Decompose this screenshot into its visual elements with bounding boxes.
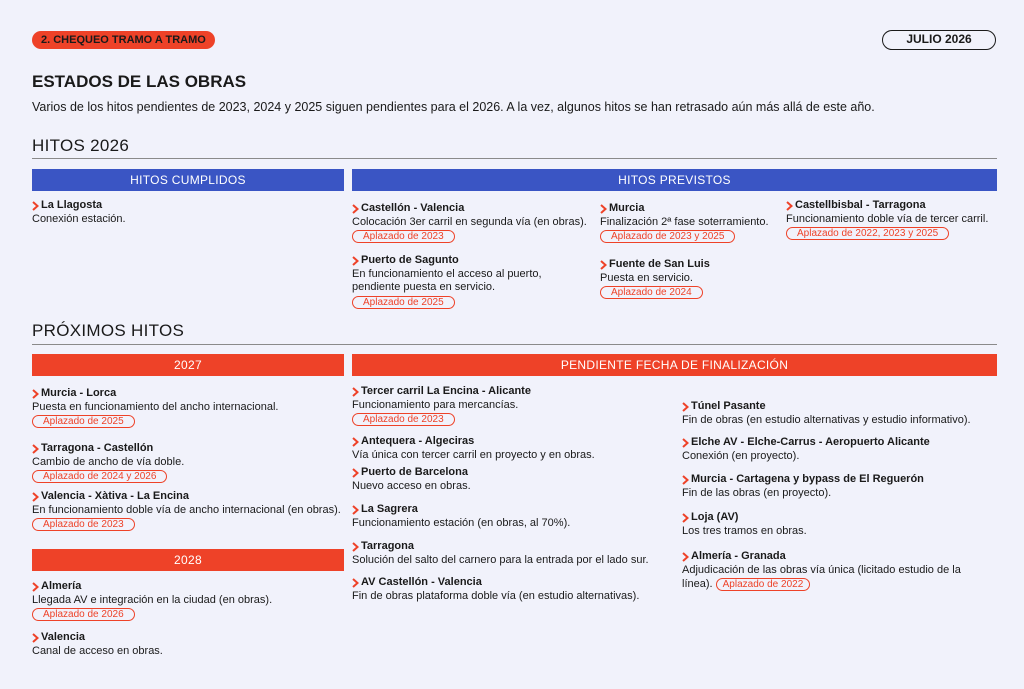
- chevron-right-icon: [600, 260, 607, 270]
- chevron-right-icon: [352, 542, 359, 552]
- chevron-right-icon: [682, 552, 689, 562]
- delay-badge: Aplazado de 2022: [716, 578, 811, 591]
- milestone-name: [682, 473, 997, 487]
- milestone-item: [352, 503, 672, 530]
- milestone-name: [682, 400, 997, 414]
- milestone-name-label: Fuente de San Luis: [609, 258, 710, 270]
- milestone-name-label: AV Castellón - Valencia: [361, 576, 482, 588]
- milestone-name-label: Valencia - Xàtiva - La Encina: [41, 490, 189, 502]
- milestone-name: [682, 550, 982, 564]
- milestone-name-label: Tarragona - Castellón: [41, 442, 154, 454]
- delay-badge: Aplazado de 2026: [32, 608, 135, 621]
- milestone-item: [32, 387, 342, 429]
- milestone-name: [682, 511, 997, 525]
- delay-badge: Aplazado de 2024 y 2026: [32, 470, 167, 483]
- milestone-item: [682, 473, 997, 500]
- chevron-right-icon: [786, 201, 793, 211]
- milestone-name-label: Castellón - Valencia: [361, 202, 465, 214]
- chevron-right-icon: [682, 438, 689, 448]
- chevron-right-icon: [682, 513, 689, 523]
- milestone-name-label: La Sagrera: [361, 503, 418, 515]
- milestone-item: [32, 490, 344, 532]
- milestone-name: [786, 199, 997, 213]
- milestone-item: [600, 258, 780, 300]
- chevron-right-icon: [600, 204, 607, 214]
- bar-hitos-previstos: HITOS PREVISTOS: [352, 169, 997, 191]
- milestone-name-label: Tercer carril La Encina - Alicante: [361, 385, 531, 397]
- milestone-item: [352, 435, 672, 462]
- milestone-item: [600, 202, 780, 244]
- milestone-name: [352, 254, 582, 268]
- chevron-right-icon: [352, 204, 359, 214]
- milestone-name: [32, 199, 332, 213]
- chevron-right-icon: [352, 387, 359, 397]
- bar-2028: 2028: [32, 549, 344, 571]
- bar-2027: 2027: [32, 354, 344, 376]
- milestone-name: [352, 385, 672, 399]
- milestone-item: [352, 385, 672, 427]
- milestone-name-label: Almería - Granada: [691, 550, 786, 562]
- chevron-right-icon: [32, 444, 39, 454]
- milestone-item: [32, 631, 342, 658]
- bar-pendiente: PENDIENTE FECHA DE FINALIZACIÓN: [352, 354, 997, 376]
- milestone-name-label: Valencia: [41, 631, 86, 643]
- milestone-name: [352, 202, 592, 216]
- chevron-right-icon: [352, 437, 359, 447]
- milestone-item: [352, 254, 582, 309]
- milestone-description: En funcionamiento doble vía de ancho internacional (en obras).: [32, 503, 341, 516]
- milestone-description: Fin de las obras (en proyecto).: [682, 486, 832, 499]
- chevron-right-icon: [32, 492, 39, 502]
- milestone-name: [352, 503, 672, 517]
- page-title: ESTADOS DE LAS OBRAS: [32, 72, 247, 91]
- intro-text: Varios de los hitos pendientes de 2023, 2024 y 2025 siguen pendientes para el 2026. A la vez, algunos hitos se han retrasado aún más allá de este año.: [32, 100, 875, 114]
- chevron-right-icon: [352, 505, 359, 515]
- milestone-item: [682, 400, 997, 427]
- milestone-name: [32, 631, 342, 645]
- milestone-description: En funcionamiento el acceso al puerto, pendiente puesta en servicio.: [352, 267, 542, 293]
- chevron-right-icon: [352, 468, 359, 478]
- divider: [32, 158, 997, 159]
- milestone-description: Los tres tramos en obras.: [682, 524, 807, 537]
- divider: [32, 344, 997, 345]
- milestone-name-label: Almería: [41, 580, 82, 592]
- milestone-description: Canal de acceso en obras.: [32, 644, 163, 657]
- chevron-right-icon: [32, 633, 39, 643]
- chevron-right-icon: [32, 582, 39, 592]
- milestone-name-label: Elche AV - Elche-Carrus - Aeropuerto Alicante: [691, 436, 930, 448]
- milestone-description: Funcionamiento para mercancías.: [352, 398, 519, 411]
- milestone-description: Puesta en funcionamiento del ancho internacional.: [32, 400, 279, 413]
- section-heading-hitos-2026: HITOS 2026: [32, 136, 130, 155]
- milestone-description: Conexión estación.: [32, 212, 126, 225]
- milestone-description: Funcionamiento estación (en obras, al 70%).: [352, 516, 571, 529]
- milestone-name-label: La Llagosta: [41, 199, 103, 211]
- milestone-item: [32, 580, 342, 622]
- milestone-name: [600, 202, 780, 216]
- milestone-name: [32, 580, 342, 594]
- milestone-item: [682, 511, 997, 538]
- delay-badge: Aplazado de 2025: [32, 415, 135, 428]
- milestone-name-label: Murcia: [609, 202, 645, 214]
- milestone-name-label: Murcia - Lorca: [41, 387, 117, 399]
- milestone-description: Llegada AV e integración en la ciudad (en obras).: [32, 593, 273, 606]
- milestone-description: Funcionamiento doble vía de tercer carril.: [786, 212, 989, 225]
- milestone-description: Cambio de ancho de vía doble.: [32, 455, 185, 468]
- delay-badge: Aplazado de 2023: [32, 518, 135, 531]
- milestone-name-label: Puerto de Barcelona: [361, 466, 468, 478]
- milestone-item: [32, 199, 332, 226]
- milestone-name: [352, 576, 672, 590]
- chevron-right-icon: [352, 578, 359, 588]
- milestone-name: [32, 387, 342, 401]
- section-pill: 2. CHEQUEO TRAMO A TRAMO: [32, 31, 215, 49]
- chevron-right-icon: [32, 389, 39, 399]
- milestone-item: [786, 199, 997, 241]
- milestone-name: [32, 490, 344, 504]
- delay-badge: Aplazado de 2023: [352, 230, 455, 243]
- chevron-right-icon: [32, 201, 39, 211]
- milestone-name-label: Loja (AV): [691, 511, 739, 523]
- milestone-name-label: Túnel Pasante: [691, 400, 766, 412]
- milestone-description: Fin de obras plataforma doble vía (en estudio alternativas).: [352, 589, 640, 602]
- milestone-name: [352, 435, 672, 449]
- milestone-name: [352, 466, 672, 480]
- milestone-description: Nuevo acceso en obras.: [352, 479, 471, 492]
- chevron-right-icon: [682, 475, 689, 485]
- milestone-name: [352, 540, 672, 554]
- milestone-name-label: Castellbisbal - Tarragona: [795, 199, 926, 211]
- milestone-description: Adjudicación de las obras vía única (licitado estudio de la línea). Aplazado de 2022: [682, 563, 961, 590]
- milestone-name-label: Antequera - Algeciras: [361, 435, 475, 447]
- milestone-description: Solución del salto del carnero para la entrada por el lado sur.: [352, 553, 649, 566]
- milestone-name-label: Murcia - Cartagena y bypass de El Reguerón: [691, 473, 924, 485]
- milestone-item: [352, 466, 672, 493]
- milestone-description: Conexión (en proyecto).: [682, 449, 800, 462]
- milestone-item: [352, 540, 672, 567]
- section-heading-proximos-hitos: PRÓXIMOS HITOS: [32, 321, 185, 340]
- milestone-name: [682, 436, 997, 450]
- delay-badge: Aplazado de 2023: [352, 413, 455, 426]
- date-pill: JULIO 2026: [882, 30, 996, 50]
- milestone-name: [600, 258, 780, 272]
- bar-hitos-cumplidos: HITOS CUMPLIDOS: [32, 169, 344, 191]
- milestone-description: Colocación 3er carril en segunda vía (en obras).: [352, 215, 587, 228]
- milestone-name-label: Tarragona: [361, 540, 414, 552]
- delay-badge: Aplazado de 2024: [600, 286, 703, 299]
- milestone-description: Puesta en servicio.: [600, 271, 693, 284]
- delay-badge: Aplazado de 2025: [352, 296, 455, 309]
- milestone-name-label: Puerto de Sagunto: [361, 254, 459, 266]
- milestone-description: Fin de obras (en estudio alternativas y estudio informativo).: [682, 413, 971, 426]
- milestone-name: [32, 442, 342, 456]
- delay-badge: Aplazado de 2022, 2023 y 2025: [786, 227, 949, 240]
- milestone-item: [352, 202, 592, 244]
- milestone-description: Vía única con tercer carril en proyecto y en obras.: [352, 448, 595, 461]
- chevron-right-icon: [352, 256, 359, 266]
- milestone-item: [352, 576, 672, 603]
- milestone-description: Finalización 2ª fase soterramiento.: [600, 215, 769, 228]
- milestone-item: [32, 442, 342, 484]
- milestone-item: [682, 550, 982, 592]
- milestone-item: [682, 436, 997, 463]
- chevron-right-icon: [682, 402, 689, 412]
- delay-badge: Aplazado de 2023 y 2025: [600, 230, 735, 243]
